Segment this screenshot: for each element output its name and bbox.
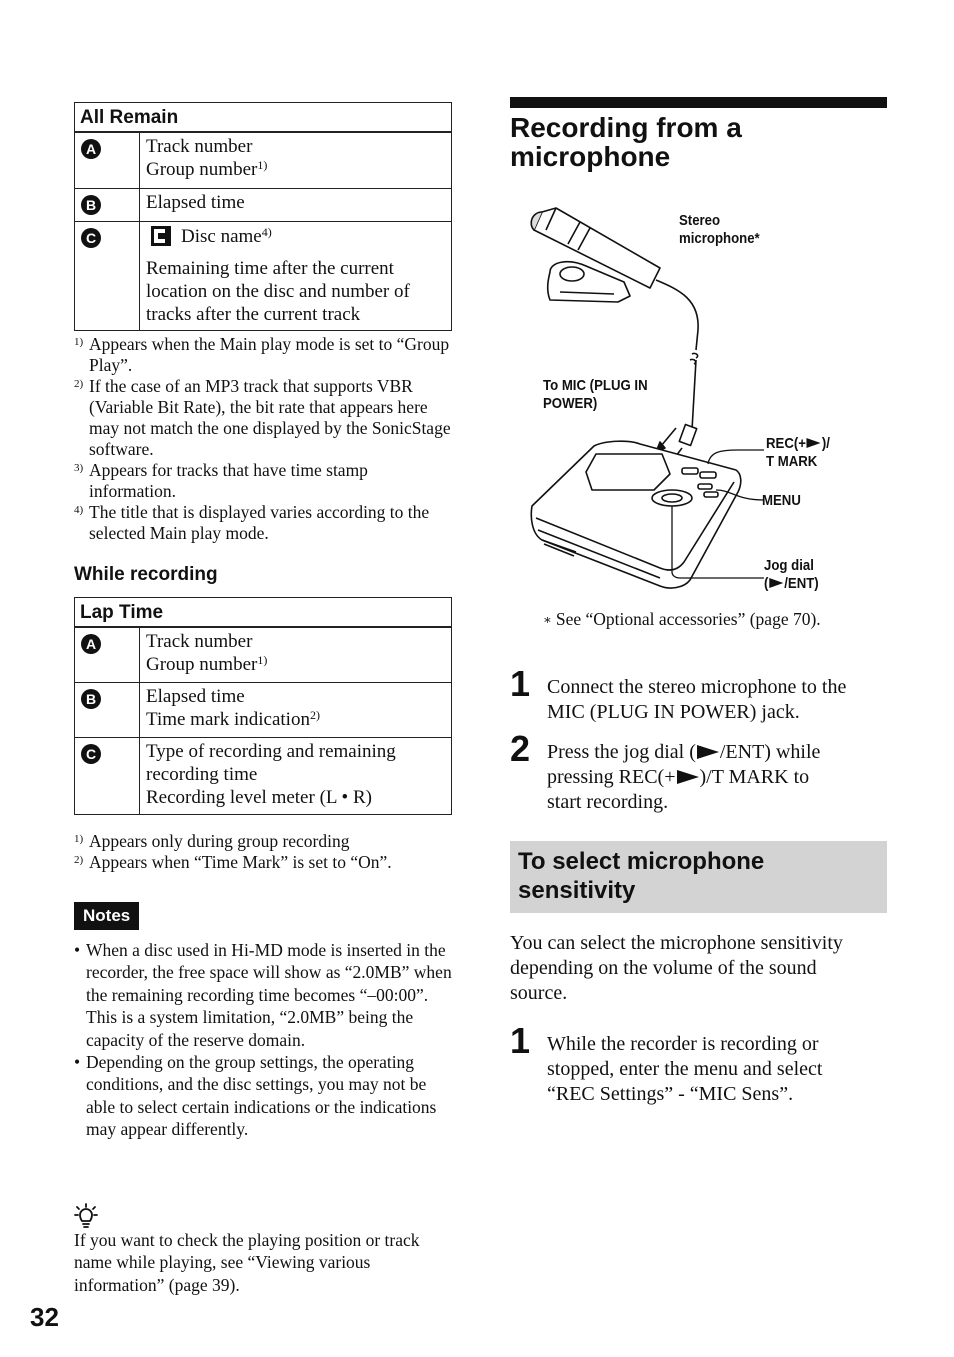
footnotes bbox=[74, 831, 454, 873]
step-text: While the recorder is recording or stopped, enter the menu and select “REC Settings” - “MIC Sens”. bbox=[547, 1033, 823, 1105]
row-text: Track number bbox=[146, 631, 253, 652]
subsection-title: To select microphone sensitivity bbox=[518, 848, 765, 904]
table-row bbox=[75, 737, 452, 814]
footnote: 1) Appears only during group recording bbox=[74, 831, 350, 851]
step-number: 2 bbox=[510, 728, 531, 769]
table-row bbox=[75, 188, 452, 221]
accessory-footnote: ∗ See “Optional accessories” (page 70). bbox=[543, 609, 821, 629]
table-row bbox=[75, 682, 452, 737]
callout-menu: MENU bbox=[762, 492, 801, 509]
section-subheading: While recording bbox=[74, 564, 218, 585]
table-row bbox=[75, 221, 452, 330]
callout-mic-jack: To MIC (PLUG IN POWER) bbox=[543, 377, 648, 412]
row-text: Remaining time after the current bbox=[146, 257, 394, 279]
tip-text: If you want to check the playing position or track name while playing, see “Viewing various information” (page 39). bbox=[74, 1230, 420, 1295]
callout-stereo-microphone: Stereo microphone* bbox=[679, 212, 760, 247]
table-header: Lap Time bbox=[75, 598, 452, 628]
subsection-heading-box bbox=[510, 841, 887, 913]
lap-time-table bbox=[74, 597, 452, 815]
step-number: 1 bbox=[510, 663, 531, 704]
footnote: 1) Appears when the Main play mode is set to “Group Play”. bbox=[74, 334, 450, 375]
footnote-ref: 1) bbox=[257, 158, 268, 172]
row-text: Track number bbox=[146, 136, 253, 157]
row-key-badge: B bbox=[81, 689, 101, 709]
play-triangle-icon bbox=[697, 745, 719, 759]
row-text: Type of recording and remaining bbox=[146, 740, 396, 762]
title-rule bbox=[510, 97, 887, 108]
footnote-ref: 2) bbox=[309, 707, 320, 722]
footnote: 4) The title that is displayed varies according to the selected Main play mode. bbox=[74, 502, 430, 543]
footnote: 3) Appears for tracks that have time stamp information. bbox=[74, 460, 368, 501]
row-text: Time mark indication bbox=[146, 708, 310, 730]
row-text: tracks after the current track bbox=[146, 303, 361, 325]
row-text: Elapsed time bbox=[146, 685, 245, 707]
row-key-badge: A bbox=[81, 634, 101, 654]
row-text: Disc name bbox=[181, 225, 262, 247]
list-item: • When a disc used in Hi-MD mode is inserted in the recorder, the free space will show as “2.0MB” when the remaining recording time becomes “–00:00”. This is a system limitation, “2.0MB” being the capacity of the reserve domain. bbox=[74, 939, 452, 1051]
list-item: • Depending on the group settings, the operating conditions, and the disc settings, you may not be able to select certain indications or the indications may appear differently. bbox=[74, 1051, 452, 1141]
row-key-badge: C bbox=[81, 228, 101, 248]
footnote-ref: 1) bbox=[257, 653, 268, 667]
row-key-badge: A bbox=[81, 139, 101, 159]
footnote: 2) Appears when “Time Mark” is set to “On”. bbox=[74, 852, 392, 872]
page-title: Recording from a microphone bbox=[510, 112, 742, 172]
step-number: 1 bbox=[510, 1020, 531, 1061]
play-triangle-icon bbox=[807, 438, 821, 448]
step-text: Press the jog dial ( /ENT) while pressing REC(+ )/T MARK to start recording. bbox=[547, 741, 821, 813]
step-text: Connect the stereo microphone to the MIC (PLUG IN POWER) jack. bbox=[547, 676, 847, 723]
callout-jog-dial: Jog dial ( /ENT) bbox=[764, 557, 819, 592]
notes-list bbox=[74, 939, 452, 1141]
footnotes bbox=[74, 334, 454, 544]
row-text: location on the disc and number of bbox=[146, 280, 410, 302]
table-row bbox=[75, 627, 452, 682]
row-text: Recording level meter (L • R) bbox=[146, 786, 372, 808]
table-row bbox=[75, 132, 452, 188]
footnote-ref: 4) bbox=[261, 224, 272, 239]
play-triangle-icon bbox=[677, 770, 699, 784]
notes-label: Notes bbox=[74, 902, 139, 930]
row-text: Group number bbox=[146, 654, 258, 675]
callout-rec-t-mark: REC(+ )/ T MARK bbox=[766, 435, 830, 470]
row-text: Group number bbox=[146, 159, 258, 180]
body-paragraph: You can select the microphone sensitivity depending on the volume of the sound source. bbox=[510, 932, 843, 1004]
row-text: recording time bbox=[146, 763, 258, 785]
table-header: All Remain bbox=[75, 103, 452, 133]
footnote: 2) If the case of an MP3 track that supports VBR (Variable Bit Rate), the bit rate that appears here may not match the one displayed by the SonicStage software. bbox=[74, 376, 451, 459]
play-triangle-icon bbox=[769, 578, 783, 588]
row-key-badge: B bbox=[81, 195, 101, 215]
page-number: 32 bbox=[30, 1302, 59, 1332]
row-key-badge: C bbox=[81, 744, 101, 764]
all-remain-table bbox=[74, 102, 452, 331]
disc-icon bbox=[150, 225, 172, 253]
row-text: Elapsed time bbox=[146, 191, 245, 213]
